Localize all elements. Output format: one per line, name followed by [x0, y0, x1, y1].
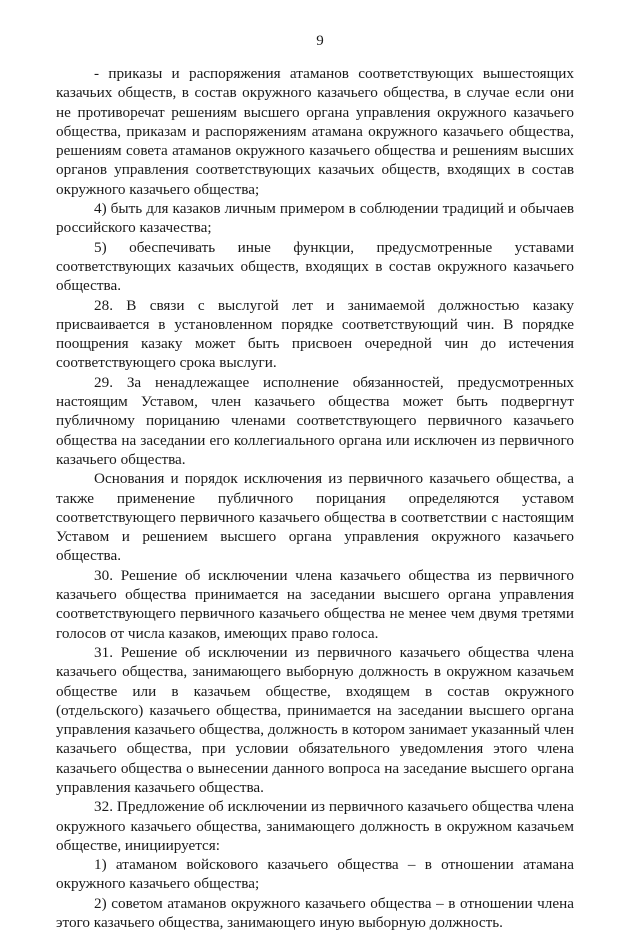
paragraph-article-28: 28. В связи с выслугой лет и занимаемой должностью казаку присваивается в установленном порядке соответствующий чин. В порядке поощрения казаку может быть присвоен очередной чин до истечения соответствующего срока выслуги. — [56, 296, 574, 372]
body-text — [56, 64, 574, 932]
paragraph-item-4: 4) быть для казаков личным примером в соблюдении традиций и обычаев российского казачества; — [56, 200, 574, 237]
paragraph-exclusion-grounds: Основания и порядок исключения из первичного казачьего общества, а также применение публичного порицания определяются уставом соответствующего первичного казачьего общества в соответствии с настоящим Уставом и решением высшего органа управления окружного казачьего общества. — [56, 470, 574, 565]
paragraph-article-32-item-2: 2) советом атаманов окружного казачьего общества – в отношении члена этого казачьего общества, занимающего иную выборную должность. — [56, 894, 574, 932]
paragraph-article-31: 31. Решение об исключении из первичного казачьего общества члена казачьего общества, занимающего выборную должность в окружном казачьем обществе или в казачьем обществе, входящем в состав окружного (отдельского) казачьего общества, принимается на заседании высшего органа управления казачьего общества, должность в котором занимает указанный член казачьего общества, при условии обязательного уведомления этого члена казачьего общества о вынесении данного вопроса на заседание высшего органа управления казачьего общества. — [56, 643, 574, 796]
paragraph-article-32-item-1: 1) атаманом войскового казачьего общества – в отношении атамана окружного казачьего общества; — [56, 856, 574, 893]
paragraph-article-29: 29. За ненадлежащее исполнение обязанностей, предусмотренных настоящим Уставом, член казачьего общества может быть подвергнут публичному порицанию членами соответствующего первичного казачьего общества на заседании его коллегиального органа или исключен из первичного казачьего общества. — [56, 373, 574, 468]
paragraph-orders-list-item: - приказы и распоряжения атаманов соответствующих вышестоящих казачьих обществ, в состав окружного казачьего общества, в случае если они не противоречат решениям высшего органа управления окружного казачьего общества, приказам и распоряжениям атамана окружного казачьего общества, решениям совета атаманов окружного казачьего общества и решениям высших органов управления соответствующих казачьих обществ, входящих в состав окружного казачьего общества; — [56, 65, 574, 198]
paragraph-article-30: 30. Решение об исключении члена казачьего общества из первичного казачьего общества принимается на заседании высшего органа управления соответствующего первичного казачьего общества не менее чем двумя третями голосов от числа казаков, имеющих право голоса. — [56, 566, 574, 642]
paragraph-article-32: 32. Предложение об исключении из первичного казачьего общества члена окружного казачьего общества, занимающего должность в окружном казачьем обществе, инициируется: — [56, 798, 574, 854]
paragraph-item-5: 5) обеспечивать иные функции, предусмотренные уставами соответствующих казачьих обществ, входящих в состав окружного казачьего общества. — [56, 238, 574, 295]
page-number: 9 — [316, 33, 324, 49]
